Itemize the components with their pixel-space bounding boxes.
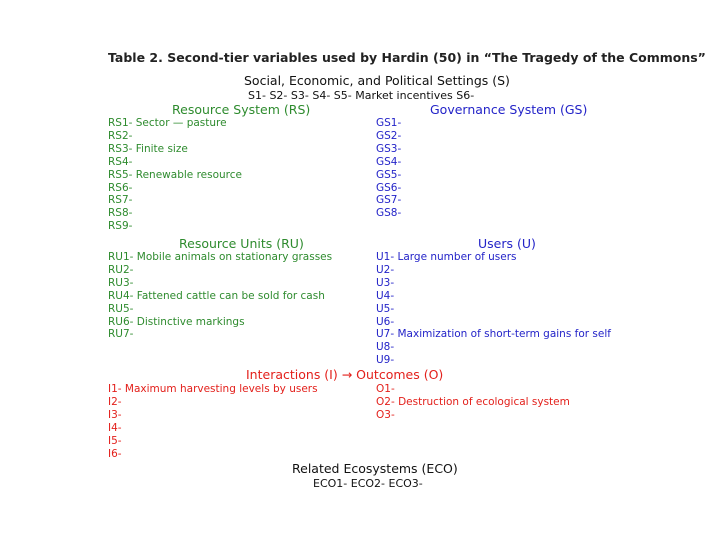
list-item: GS4- xyxy=(376,155,402,168)
list-item: O3- xyxy=(376,408,395,421)
list-item: GS5- xyxy=(376,168,402,181)
list-item: RS2- xyxy=(108,129,133,142)
list-item: RS4- xyxy=(108,155,133,168)
list-item: GS6- xyxy=(376,181,402,194)
users-heading: Users (U) xyxy=(478,236,536,251)
list-item: GS2- xyxy=(376,129,402,142)
list-item: U8- xyxy=(376,341,395,354)
list-item: RS7- xyxy=(108,194,133,207)
list-item: I1- Maximum harvesting levels by users xyxy=(108,383,318,395)
resource-units-heading: Resource Units (RU) xyxy=(179,236,304,251)
list-item: GS1- xyxy=(376,117,402,129)
list-item: I5- xyxy=(108,434,122,447)
governance-system-heading: Governance System (GS) xyxy=(430,102,588,117)
governance-system-list xyxy=(376,117,401,220)
list-item: I4- xyxy=(108,421,122,434)
settings-heading: Social, Economic, and Political Settings (S) xyxy=(244,73,510,88)
list-item: O1- xyxy=(376,383,395,395)
outcomes-list xyxy=(376,383,570,422)
list-item: I3- xyxy=(108,408,122,421)
list-item: RS3- Finite size xyxy=(108,142,188,155)
ecosystems-heading: Related Ecosystems (ECO) xyxy=(292,461,458,476)
list-item: U2- xyxy=(376,263,395,276)
list-item: I6- xyxy=(108,447,122,460)
list-item: U7- Maximization of short-term gains for self xyxy=(376,328,611,341)
list-item: U5- xyxy=(376,302,395,315)
resource-system-heading: Resource System (RS) xyxy=(172,102,311,117)
list-item: U9- xyxy=(376,354,395,367)
list-item: RS5- Renewable resource xyxy=(108,168,242,181)
list-item: GS7- xyxy=(376,194,402,207)
resource-system-list xyxy=(108,117,242,233)
list-item: RS8- xyxy=(108,207,133,220)
list-item: RU1- Mobile animals on stationary grasses xyxy=(108,251,333,263)
list-item: U1- Large number of users xyxy=(376,251,517,263)
ecosystems-items: ECO1- ECO2- ECO3- xyxy=(313,477,423,490)
list-item: RS1- Sector — pasture xyxy=(108,117,227,129)
list-item: RS6- xyxy=(108,181,133,194)
list-item: RU5- xyxy=(108,302,134,315)
list-item: U4- xyxy=(376,289,395,302)
list-item: O2- Destruction of ecological system xyxy=(376,395,570,408)
interactions-outcomes-heading: Interactions (I) → Outcomes (O) xyxy=(246,367,444,382)
list-item: RU3- xyxy=(108,276,134,289)
resource-units-list xyxy=(108,251,332,341)
list-item: RS9- xyxy=(108,220,133,233)
list-item: GS8- xyxy=(376,207,402,220)
users-list xyxy=(376,251,611,367)
list-item: RU7- xyxy=(108,328,134,341)
interactions-list xyxy=(108,383,318,460)
settings-items: S1- S2- S3- S4- S5- Market incentives S6- xyxy=(248,89,475,102)
table-title: Table 2. Second-tier variables used by Hardin (50) in “The Tragedy of the Commons” xyxy=(108,50,706,65)
list-item: U6- xyxy=(376,315,395,328)
list-item: RU4- Fattened cattle can be sold for cash xyxy=(108,289,325,302)
list-item: GS3- xyxy=(376,142,402,155)
list-item: I2- xyxy=(108,395,122,408)
list-item: U3- xyxy=(376,276,395,289)
list-item: RU2- xyxy=(108,263,134,276)
list-item: RU6- Distinctive markings xyxy=(108,315,245,328)
